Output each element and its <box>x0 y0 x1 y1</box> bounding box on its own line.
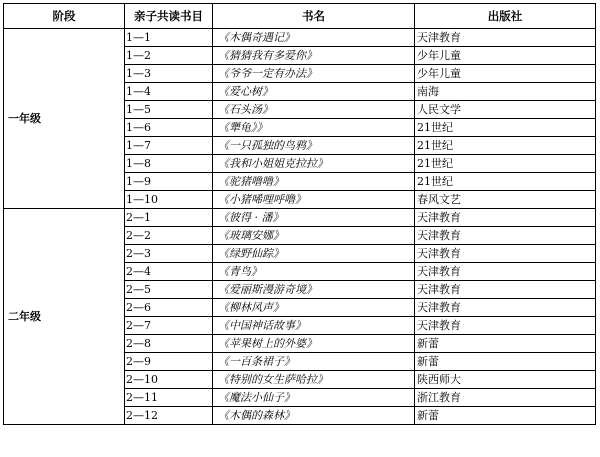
title-cell: 《特别的女生萨哈拉》 <box>213 371 415 389</box>
title-cell: 《一百条裙子》 <box>213 353 415 371</box>
title-cell: 《猜猜我有多爱你》 <box>213 47 415 65</box>
title-cell: 《彼得 · 潘》 <box>213 209 415 227</box>
code-cell: 1—4 <box>125 83 213 101</box>
title-cell: 《我和小姐姐克拉拉》 <box>213 155 415 173</box>
grade-cell: 一年级 <box>4 29 125 209</box>
title-cell: 《犟龟》》 <box>213 119 415 137</box>
code-cell: 1—8 <box>125 155 213 173</box>
title-cell: 《绿野仙踪》 <box>213 245 415 263</box>
title-cell: 《爱心树》 <box>213 83 415 101</box>
table-row <box>4 209 596 227</box>
table-row <box>4 29 596 47</box>
title-cell: 《苹果树上的外婆》 <box>213 335 415 353</box>
reading-list-table <box>3 3 596 425</box>
code-cell: 2—8 <box>125 335 213 353</box>
code-cell: 2—10 <box>125 371 213 389</box>
publisher-cell: 21世纪 <box>415 155 596 173</box>
title-cell: 《爷爷一定有办法》 <box>213 65 415 83</box>
code-cell: 2—9 <box>125 353 213 371</box>
code-cell: 2—3 <box>125 245 213 263</box>
title-cell: 《石头汤》 <box>213 101 415 119</box>
publisher-cell: 南海 <box>415 83 596 101</box>
code-cell: 2—4 <box>125 263 213 281</box>
code-cell: 2—11 <box>125 389 213 407</box>
code-cell: 1—2 <box>125 47 213 65</box>
code-cell: 2—7 <box>125 317 213 335</box>
code-cell: 1—9 <box>125 173 213 191</box>
publisher-cell: 天津教育 <box>415 317 596 335</box>
publisher-cell: 天津教育 <box>415 209 596 227</box>
publisher-cell: 天津教育 <box>415 29 596 47</box>
code-cell: 1—3 <box>125 65 213 83</box>
publisher-cell: 春风文艺 <box>415 191 596 209</box>
publisher-cell: 陕西师大 <box>415 371 596 389</box>
publisher-cell: 人民文学 <box>415 101 596 119</box>
code-cell: 2—1 <box>125 209 213 227</box>
publisher-cell: 21世纪 <box>415 137 596 155</box>
title-cell: 《木偶奇遇记》 <box>213 29 415 47</box>
title-cell: 《柳林风声》 <box>213 299 415 317</box>
code-cell: 2—2 <box>125 227 213 245</box>
title-cell: 《中国神话故事》 <box>213 317 415 335</box>
publisher-cell: 浙江教育 <box>415 389 596 407</box>
title-cell: 《青鸟》 <box>213 263 415 281</box>
header-row <box>4 4 596 29</box>
code-cell: 1—1 <box>125 29 213 47</box>
code-cell: 2—6 <box>125 299 213 317</box>
reading-list <box>3 3 596 425</box>
publisher-cell: 天津教育 <box>415 245 596 263</box>
publisher-cell: 21世纪 <box>415 173 596 191</box>
publisher-cell: 天津教育 <box>415 227 596 245</box>
code-cell: 1—6 <box>125 119 213 137</box>
code-cell: 1—7 <box>125 137 213 155</box>
title-cell: 《驼猪噜噜》 <box>213 173 415 191</box>
title-cell: 《玻璃安娜》 <box>213 227 415 245</box>
publisher-cell: 新蕾 <box>415 407 596 425</box>
code-cell: 1—10 <box>125 191 213 209</box>
header-stage: 阶段 <box>4 4 125 29</box>
title-cell: 《爱丽斯漫游奇境》 <box>213 281 415 299</box>
publisher-cell: 天津教育 <box>415 299 596 317</box>
table-body <box>4 29 596 425</box>
publisher-cell: 新蕾 <box>415 335 596 353</box>
publisher-cell: 新蕾 <box>415 353 596 371</box>
code-cell: 2—12 <box>125 407 213 425</box>
publisher-cell: 21世纪 <box>415 119 596 137</box>
publisher-cell: 少年儿童 <box>415 65 596 83</box>
code-cell: 2—5 <box>125 281 213 299</box>
publisher-cell: 天津教育 <box>415 281 596 299</box>
header-code: 亲子共读书目 <box>125 4 213 29</box>
publisher-cell: 天津教育 <box>415 263 596 281</box>
code-cell: 1—5 <box>125 101 213 119</box>
publisher-cell: 少年儿童 <box>415 47 596 65</box>
title-cell: 《魔法小仙子》 <box>213 389 415 407</box>
title-cell: 《木偶的森林》 <box>213 407 415 425</box>
title-cell: 《一只孤独的鸟鸦》 <box>213 137 415 155</box>
grade-cell: 二年级 <box>4 209 125 425</box>
header-title: 书名 <box>213 4 415 29</box>
header-publisher: 出版社 <box>415 4 596 29</box>
title-cell: 《小猪唏哩呼噜》 <box>213 191 415 209</box>
